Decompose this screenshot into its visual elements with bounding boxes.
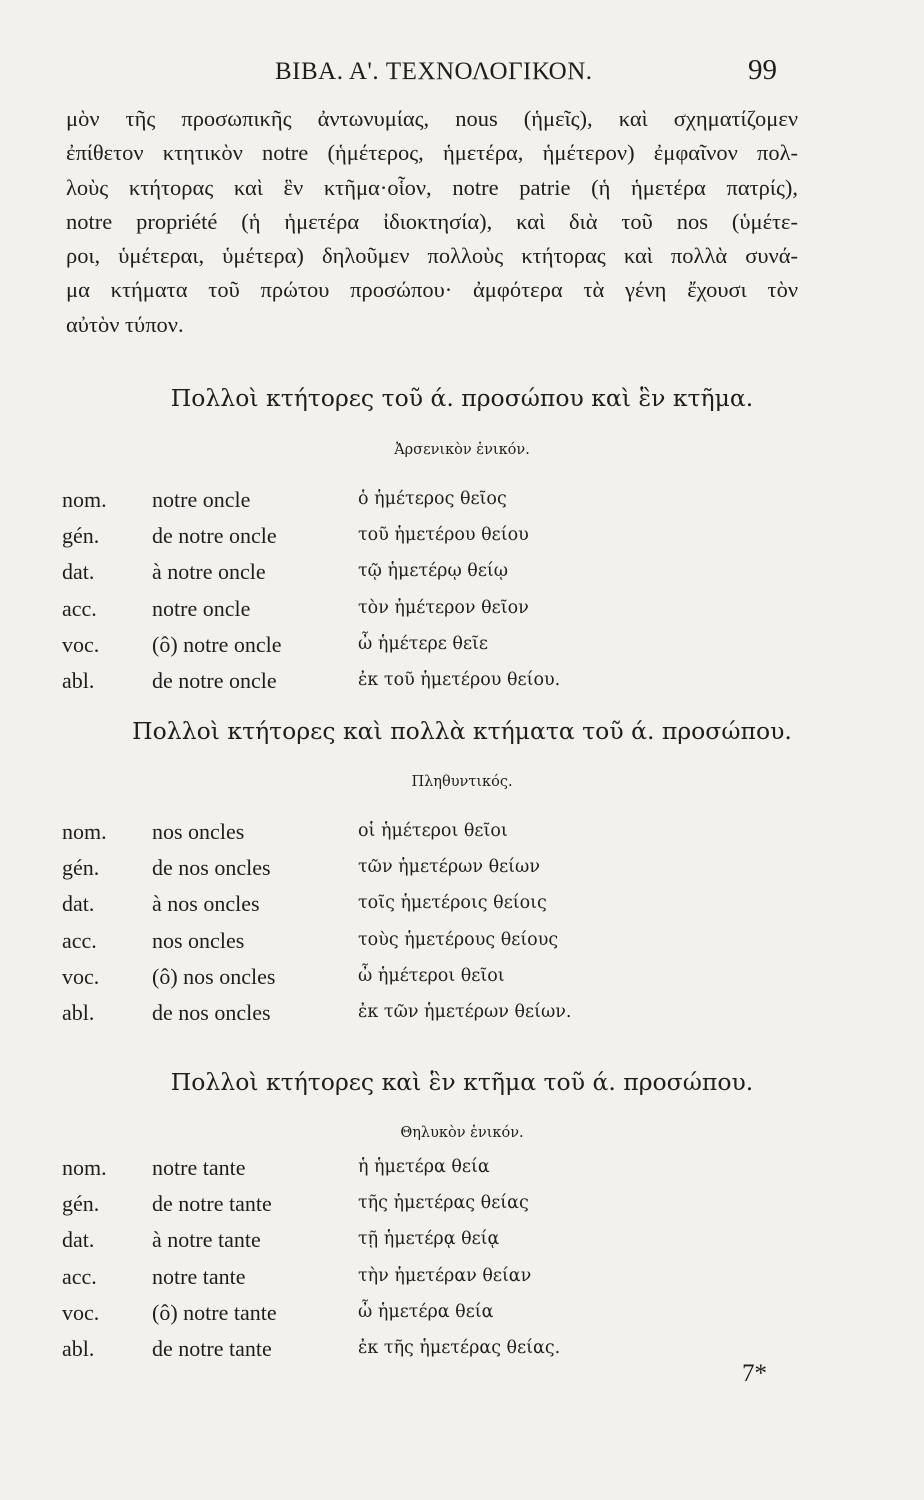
greek-form: τὴν ἡμετέραν θείαν: [358, 1265, 532, 1286]
case-label: voc.: [62, 1299, 100, 1325]
declension-row: [62, 487, 822, 523]
french-form: nos oncles: [152, 819, 245, 844]
greek-form: τῷ ἡμετέρῳ θείῳ: [358, 561, 509, 582]
greek-form: τῇ ἡμετέρᾳ θείᾳ: [358, 1229, 500, 1250]
declension-row: [62, 632, 822, 668]
french-form: à nos oncles: [152, 891, 260, 917]
declension-row: [62, 1000, 822, 1036]
section-subheading: Πληθυντικός.: [411, 774, 513, 790]
declension-row: [62, 668, 822, 704]
section-heading: Πολλοὶ κτήτορες καὶ πολλὰ κτήματα τοῦ ά. προσώπου.: [132, 717, 792, 745]
french-form: de notre tante: [152, 1335, 272, 1361]
case-label: dat.: [62, 891, 95, 917]
declension-row: [62, 523, 822, 559]
declension-row: [62, 1191, 822, 1227]
paragraph-line: notre propriété (ἡ ἡμετέρα ἰδιοκτησία), καὶ διὰ τοῦ nos (ὑμέτε-: [66, 208, 798, 234]
greek-form: τοῖς ἡμετέροις θείοις: [358, 893, 547, 914]
case-label: abl.: [62, 999, 95, 1025]
french-form: notre oncle: [152, 487, 251, 512]
declension-row: [62, 891, 822, 927]
declension-table: [62, 1155, 822, 1372]
french-form: à notre oncle: [152, 559, 266, 585]
greek-form: ὦ ἡμέτεροι θεῖοι: [358, 965, 505, 986]
french-form: de notre oncle: [152, 667, 277, 693]
greek-form: τοὺς ἡμετέρους θείους: [358, 929, 559, 950]
greek-form: ἐκ τῶν ἡμετέρων θείων.: [358, 1001, 572, 1022]
case-label: voc.: [62, 631, 100, 657]
case-label: nom.: [62, 819, 107, 844]
case-label: abl.: [62, 667, 95, 693]
declension-row: [62, 964, 822, 1000]
declension-row: [62, 1264, 822, 1300]
greek-form: ἐκ τοῦ ἡμετέρου θείου.: [358, 669, 561, 690]
section-heading: Πολλοὶ κτήτορες τοῦ ά. προσώπου καὶ ἓν κτῆμα.: [170, 384, 754, 412]
section-heading: Πολλοὶ κτήτορες καὶ ἓν κτῆμα τοῦ ά. προσώπου.: [170, 1068, 754, 1096]
greek-form: τοῦ ἡμετέρου θείου: [358, 525, 529, 546]
declension-row: [62, 596, 822, 632]
case-label: dat.: [62, 559, 95, 585]
greek-form: ἐκ τῆς ἡμετέρας θείας.: [358, 1337, 561, 1358]
declension-row: [62, 928, 822, 964]
greek-form: οἱ ἡμέτεροι θεῖοι: [358, 821, 508, 841]
case-label: gén.: [62, 1191, 100, 1217]
greek-form: τὸν ἡμέτερον θεῖον: [358, 597, 529, 618]
paragraph-line: λοὺς κτήτορας καὶ ἓν κτῆμα·οἷον, notre patrie (ἡ ἡμετέρα πατρίς),: [66, 174, 798, 200]
running-head: [0, 54, 924, 92]
greek-form: ὁ ἡμέτερος θεῖος: [358, 489, 507, 509]
french-form: de nos oncles: [152, 855, 271, 881]
paragraph-line: ροι, ὑμέτεραι, ὑμέτερα) δηλοῦμεν πολλοὺς κτήτορας καὶ πολλὰ συνά-: [66, 243, 798, 269]
paragraph-line: αὐτὸν τύπον.: [66, 311, 184, 337]
declension-table: [62, 819, 822, 1036]
greek-form: τῆς ἡμετέρας θείας: [358, 1193, 529, 1214]
declension-row: [62, 855, 822, 891]
case-label: acc.: [62, 927, 97, 953]
case-label: gén.: [62, 855, 100, 881]
greek-form: ἡ ἡμετέρα θεία: [358, 1157, 490, 1177]
paragraph-line: μα κτήματα τοῦ πρώτου προσώπου· ἀμφότερα τὰ γένη ἔχουσι τὸν: [66, 277, 798, 303]
paragraph-line: ἐπίθετον κτητικὸν notre (ἡμέτερος, ἡμετέρα, ἡμέτερον) ἐμφαῖνον πολ-: [66, 140, 798, 166]
declension-row: [62, 559, 822, 595]
case-label: nom.: [62, 1155, 107, 1180]
french-form: notre tante: [152, 1155, 246, 1180]
french-form: de notre tante: [152, 1191, 272, 1217]
case-label: dat.: [62, 1227, 95, 1253]
case-label: gén.: [62, 523, 100, 549]
french-form: (ô) notre oncle: [152, 631, 282, 657]
french-form: (ô) notre tante: [152, 1299, 277, 1325]
french-form: de notre oncle: [152, 523, 277, 549]
french-form: notre oncle: [152, 595, 251, 621]
greek-form: τῶν ἡμετέρων θείων: [358, 857, 540, 878]
declension-table: [62, 487, 822, 704]
french-form: notre tante: [152, 1263, 246, 1289]
french-form: (ô) nos oncles: [152, 963, 276, 989]
running-head-title: BIBA. A'. ΤΕΧΝΟΛΟΓΙΚΟΝ.: [275, 58, 593, 85]
french-form: nos oncles: [152, 927, 245, 953]
signature-mark: 7*: [742, 1360, 767, 1387]
declension-row: [62, 819, 822, 855]
case-label: nom.: [62, 487, 107, 512]
intro-paragraph: [66, 102, 798, 342]
greek-form: ὦ ἡμετέρα θεία: [358, 1301, 494, 1322]
french-form: à notre tante: [152, 1227, 261, 1253]
section-subheading: Θηλυκὸν ἑνικόν.: [400, 1125, 524, 1141]
case-label: acc.: [62, 595, 97, 621]
french-form: de nos oncles: [152, 999, 271, 1025]
case-label: voc.: [62, 963, 100, 989]
declension-row: [62, 1155, 822, 1191]
page-number: 99: [748, 54, 777, 86]
section-subheading: Ἀρσενικὸν ἑνικόν.: [394, 442, 530, 458]
declension-row: [62, 1300, 822, 1336]
greek-form: ὦ ἡμέτερε θεῖε: [358, 633, 488, 654]
case-label: acc.: [62, 1263, 97, 1289]
declension-row: [62, 1336, 822, 1372]
declension-row: [62, 1227, 822, 1263]
case-label: abl.: [62, 1335, 95, 1361]
paragraph-line: μὸν τῆς προσωπικῆς ἀντωνυμίας, nous (ἡμεῖς), καὶ σχηματίζομεν: [66, 106, 798, 131]
